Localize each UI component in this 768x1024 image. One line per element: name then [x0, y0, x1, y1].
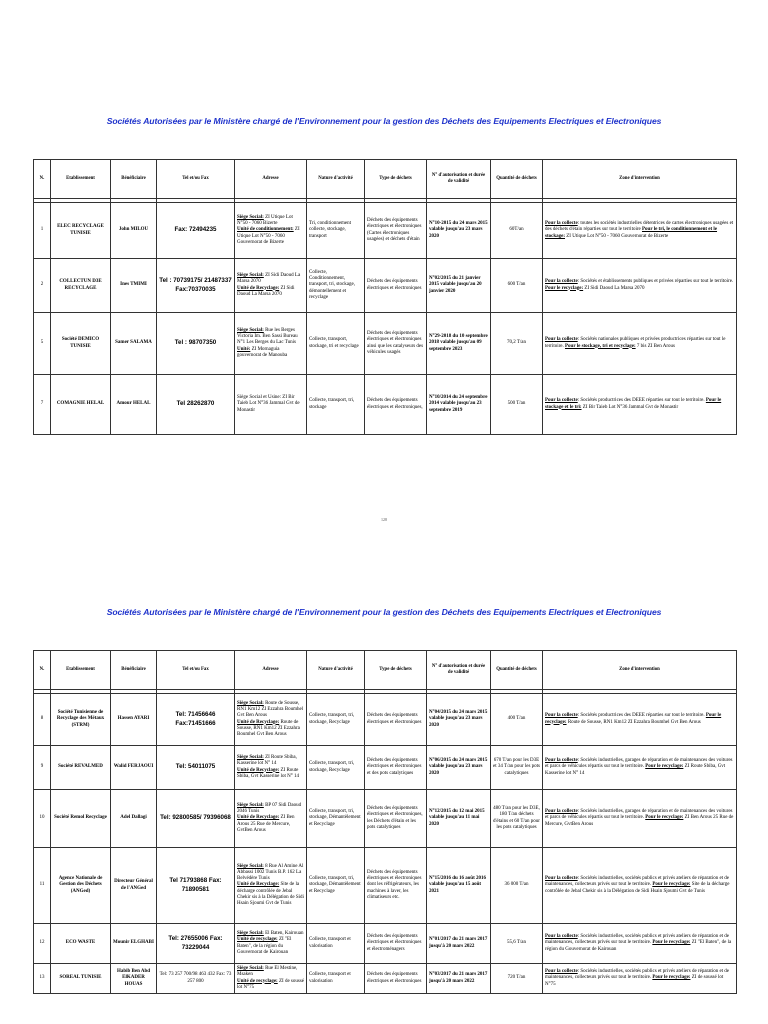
- zone-traitement-text: 7 bis ZI Ben Arous: [635, 343, 675, 349]
- cell-zone: [543, 848, 737, 924]
- cell-tel-fax: [157, 924, 235, 964]
- cell-number: 5: [34, 313, 51, 375]
- cell-beneficiaire: Amour HELAL: [111, 375, 157, 435]
- zone-traitement-text: ZI Utique Lot N°50 - 7060 Gouvernorat de Bizerte: [565, 233, 669, 239]
- cell-tel-fax: [157, 848, 235, 924]
- cell-etablissement: SOREAL TUNISIE: [51, 964, 111, 994]
- siege-text: Siège Social et Usine: ZI Bir Taieb Lot N°36 Jammal Gvt de Monastir: [237, 395, 300, 413]
- siege-text: ZI Route Sbiba, Kasserine lot N° 14: [237, 755, 297, 767]
- cell-zone: [543, 746, 737, 790]
- cell-quantite: 70,2 T/an: [491, 313, 543, 375]
- unite-text: ZI Sidi Daoud La Marsa 2070: [237, 285, 295, 297]
- table-row: [34, 746, 737, 790]
- table-row: [34, 694, 737, 746]
- cell-number: 8: [34, 694, 51, 746]
- cell-autorisation: N°04/2015 du 24 mars 2015 valable jusqu'au 23 mars 2020: [427, 694, 491, 746]
- unite-text: ZI "El Baten", de la région du Gouvernorat de Kairouan: [237, 937, 292, 955]
- cell-quantite: 400 T/an: [491, 694, 543, 746]
- cell-type-dechets: Déchets des équipements électriques et électroniques dont les réfrigérateurs, les machines à laver, les climatiseurs etc.: [365, 848, 427, 924]
- page-number: 128: [381, 517, 387, 522]
- zone-collecte-label: Pour la collecte: [545, 337, 578, 343]
- cell-etablissement: Société DEMICO TUNISIE: [51, 313, 111, 375]
- zone-collecte-label: Pour la collecte: [545, 969, 578, 975]
- cell-type-dechets: Déchets des équipements électriques et électroniques et des pots catalytiques: [365, 746, 427, 790]
- cell-beneficiaire: Mounir ELGHABI: [111, 924, 157, 964]
- unite-label: Unité de conditionnement:: [237, 227, 294, 233]
- cell-adresse: [235, 259, 307, 313]
- zone-collecte-label: Pour la collecte: [545, 758, 578, 764]
- zone-traitement-text: ZI Sidi Daoud La Marsa 2070: [583, 285, 645, 291]
- zone-traitement-text: ZI "El Baten", de la région du Gouvernorat de Kairouan: [545, 940, 732, 952]
- cell-quantite: 670 T/an pour les D3E et 34 T/an pour les pots catalytiques: [491, 746, 543, 790]
- tel-fax-text: Tel: 54011075: [175, 763, 216, 771]
- cell-number: 12: [34, 924, 51, 964]
- siege-text: BP 07 Sidi Daoud 2046 Tunis: [237, 802, 302, 815]
- cell-zone: [543, 790, 737, 848]
- zone-collecte-label: Pour la collecte: [545, 398, 578, 404]
- cell-etablissement: Agence Nationale de Gestion des Déchets (ANGed): [51, 848, 111, 924]
- zone-traitement-label: Pour le recyclage:: [545, 713, 722, 725]
- tel-fax-text: Tel : 70739175/ 21487337 Fax:70370035: [159, 277, 232, 293]
- cell-nature: Collecte, Conditionnement, transport, tri, stockage, démontellement et recyclage: [307, 259, 365, 313]
- table-row: [34, 375, 737, 435]
- column-header: Etablissement: [51, 651, 111, 690]
- cell-etablissement: ELEC RECYCLAGE TUNISIE: [51, 203, 111, 259]
- cell-zone: [543, 694, 737, 746]
- cell-quantite: 720 T/an: [491, 964, 543, 994]
- column-header: Adresse: [235, 651, 307, 690]
- zone-collecte-text: : Sociétés et établissements publiques et privées réparties sur tout le territoire.: [577, 279, 734, 285]
- zone-traitement-text: ZI Route Sbiba, Gvt Kasserine lot N° 14: [545, 764, 726, 776]
- unite-label: Unité de Recyclage:: [237, 719, 280, 725]
- cell-etablissement: COMAGNIE HELAL: [51, 375, 111, 435]
- unite-text: ZI Mornaguia gouvernorat de Manouba: [237, 346, 288, 358]
- unite-label: Unité de Recyclage:: [237, 767, 280, 773]
- cell-number: 13: [34, 964, 51, 994]
- cell-beneficiaire: Ines TMIMI: [111, 259, 157, 313]
- zone-collecte-label: Pour la collecte: [545, 876, 578, 882]
- column-header: Tel et/ou Fax: [157, 160, 235, 199]
- cell-tel-fax: [157, 259, 235, 313]
- siege-text: ZI Sidi Daoud La Marsa 2070: [237, 273, 301, 285]
- siege-label: Siège Social:: [237, 700, 264, 706]
- column-header: Adresse: [235, 160, 307, 199]
- column-header: Bénéficiaire: [111, 651, 157, 690]
- table-row: [34, 848, 737, 924]
- tel-fax-text: Tel 71793868 Fax: 71890581: [169, 877, 222, 893]
- siege-label: Siège Social:: [237, 931, 264, 936]
- zone-collecte-text: : Sociétés industrielles, garages de réparation et de maintenances des voitures et parcs de véhicules répartis sur tout le territoire.: [545, 758, 733, 770]
- cell-type-dechets: Déchets des équipements électriques et électroniques,: [365, 375, 427, 435]
- table-header-row: [34, 651, 737, 690]
- cell-autorisation: N°02/2015 du 21 janvier 2015 valable jusqu'au 20 janvier 2020: [427, 259, 491, 313]
- column-header: N.: [34, 651, 51, 690]
- zone-collecte-text: : Sociétés productrices des DEEE réparties sur tout le territoire.: [577, 713, 705, 719]
- siege-text: Rue les Berges Victoria Im. Ben Sassi Bureau N°1 Les Berges du Lac Tunis: [237, 327, 298, 346]
- cell-etablissement: Société REVALMED: [51, 746, 111, 790]
- cell-adresse: [235, 790, 307, 848]
- cell-beneficiaire: Adel Dallagi: [111, 790, 157, 848]
- cell-type-dechets: Déchets des équipements électriques et électroniques: [365, 964, 427, 994]
- cell-number: 11: [34, 848, 51, 924]
- unite-text: ZI Route Sbiba, Gvt Kasserine lot N° 14: [237, 767, 299, 779]
- column-header: Nature d'activité: [307, 160, 365, 199]
- cell-zone: [543, 313, 737, 375]
- cell-autorisation: N°15/2016 du 16 août 2016 valable jusqu'au 15 août 2021: [427, 848, 491, 924]
- cell-tel-fax: [157, 313, 235, 375]
- cell-tel-fax: [157, 375, 235, 435]
- cell-quantite: 36 000 T/an: [491, 848, 543, 924]
- tel-fax-text: Tel: 92800585/ 79396068: [160, 814, 231, 822]
- siege-text: Route de Sousse, RN1 Km12 ZI Ezzahra Boumhel Gvt Ben Arous: [237, 700, 304, 719]
- zone-collecte-label: Pour la collecte: [545, 934, 578, 940]
- table-row: [34, 313, 737, 375]
- tel-fax-text: Fax: 72494235: [174, 226, 217, 234]
- table-row: [34, 924, 737, 964]
- cell-zone: [543, 375, 737, 435]
- cell-zone: [543, 924, 737, 964]
- zone-traitement-text: ZI Bir Taieb Lot N°36 Jammal Gvt de Monastir: [581, 404, 679, 410]
- column-header: Quantité de déchets: [491, 651, 543, 690]
- cell-adresse: [235, 313, 307, 375]
- cell-etablissement: COLLECTUN D3E RECYCLAGE: [51, 259, 111, 313]
- cell-number: 2: [34, 259, 51, 313]
- table-row: [34, 259, 737, 313]
- siege-label: Siège Social:: [237, 214, 264, 220]
- zone-traitement-text: Route de Sousse, RN1 Km12 ZI Ezzahra Boumhel Gvt Ben Arous: [566, 719, 701, 725]
- zone-collecte-text: : Sociétés industrielles, sociétés publics et privés ateliers de réparation et de maintenances, collecteurs privés sur tout le territoire.: [545, 969, 730, 981]
- cell-quantite: 480 T/an pour les D3E, 180 T/an déchets d'étains et 60 T/an pour les pots catalytiques: [491, 790, 543, 848]
- cell-zone: [543, 203, 737, 259]
- tel-fax-text: Tel: 71456646 Fax:71451666: [175, 711, 216, 727]
- column-header: Etablissement: [51, 160, 111, 199]
- zone-traitement-label: Pour le recyclage:: [545, 285, 584, 291]
- column-header: N° d'autorisation et durée de validité: [427, 651, 491, 690]
- cell-adresse: [235, 694, 307, 746]
- cell-type-dechets: Déchets des équipements électriques et électroniques et électroménagers: [365, 924, 427, 964]
- column-header: N° d'autorisation et durée de validité: [427, 160, 491, 199]
- cell-number: 7: [34, 375, 51, 435]
- cell-nature: Collecte, transport, tri, stockage, Recyclage: [307, 746, 365, 790]
- cell-beneficiaire: Hassen AYARI: [111, 694, 157, 746]
- cell-nature: Collecte, transport, tri, stockage, Démantèlement et Recyclage: [307, 848, 365, 924]
- cell-nature: Collecte, transport et valorisation: [307, 964, 365, 994]
- column-header: N.: [34, 160, 51, 199]
- table-header-row: [34, 160, 737, 199]
- table-row: [34, 964, 737, 994]
- cell-number: 10: [34, 790, 51, 848]
- cell-type-dechets: Déchets des équipements électriques et électroniques (Cartes électroniques usagées) et déchets d'étain: [365, 203, 427, 259]
- cell-adresse: [235, 375, 307, 435]
- zone-traitement-label: Pour le recyclage:: [652, 882, 691, 888]
- column-header: Zone d'intervention: [543, 160, 737, 199]
- cell-nature: Tri, conditionnement collecte, stockage, transport: [307, 203, 365, 259]
- zone-collecte-text: : Sociétés nationales publiques et privées productrices réparties sur tout le territoire.: [545, 337, 726, 349]
- unite-text: ZI Utique Lot N°50 - 7060 Gouvernorat de Bizerte: [237, 227, 300, 245]
- cell-etablissement: Société Remol Recyclage: [51, 790, 111, 848]
- cell-autorisation: N°10/2014 du 24 septembre 2014 valable jusqu'au 23 septembre 2019: [427, 375, 491, 435]
- column-header: Quantité de déchets: [491, 160, 543, 199]
- cell-autorisation: N°06/2015 du 24 mars 2015 valable jusqu'au 23 mars 2020: [427, 746, 491, 790]
- cell-adresse: [235, 924, 307, 964]
- siege-text: ZI Utique Lot N°50 - 7060 Bizerte: [237, 214, 293, 227]
- cell-quantite: 55,6 T/an: [491, 924, 543, 964]
- zone-collecte-text: : Sociétés industrielles, sociétés publics et privés ateliers de réparation et de maintenances, collecteurs privés sur tout le territoire.: [545, 934, 730, 946]
- cell-adresse: [235, 848, 307, 924]
- zone-traitement-label: Pour le recyclage:: [652, 940, 691, 946]
- unite-text: Site de la décharge contrôlée de Jebal Chekir sis à la Délégation de Sidi Hsain Sjoumi Gvt de Tunis: [237, 882, 304, 907]
- cell-etablissement: ECO WASTE: [51, 924, 111, 964]
- cell-zone: [543, 964, 737, 994]
- unite-text: ZI Ben Arous 25 Rue de Mercure, GvtBen Arous: [237, 815, 295, 833]
- cell-adresse: [235, 746, 307, 790]
- zone-collecte-text: : Sociétés industrielles, garages de réparation et de maintenances des voitures et parcs de véhicules répartis sur tout le territoire.: [545, 809, 733, 821]
- cell-beneficiaire: Walid FERJAOUI: [111, 746, 157, 790]
- cell-autorisation: N°29-2018 du 10 septembre 2018 valable jusqu'au 09 septembre 2023: [427, 313, 491, 375]
- cell-quantite: 500 T/an: [491, 375, 543, 435]
- zone-collecte-label: Pour la collecte: [545, 279, 578, 285]
- cell-beneficiaire: Directeur Général de l'ANGed: [111, 848, 157, 924]
- column-header: Type de déchets: [365, 651, 427, 690]
- unite-label: Unité:: [237, 346, 251, 352]
- siege-label: Siège Social:: [237, 966, 264, 971]
- cell-type-dechets: Déchets des équipements électriques et électroniques ainsi que les catalyseurs des véhicules usagés: [365, 313, 427, 375]
- siege-text: El Baten, Kairouan: [263, 931, 304, 936]
- cell-zone: [543, 259, 737, 313]
- unite-label: Unité de Recyclage:: [237, 285, 280, 291]
- siege-text: 8 Rue Al Amine Al Abbassi 1002 Tunis B.P. 162 La Belvédère Tunis: [237, 863, 304, 882]
- zone-collecte-label: Pour la collecte: [545, 713, 578, 719]
- cell-nature: Collecte, transport, stockage, tri et recyclage: [307, 313, 365, 375]
- unite-label: Unité de recyclage:: [237, 937, 278, 943]
- cell-autorisation: N°03/2017 du 21 mars 2017 jusqu'à 20 mars 2022: [427, 964, 491, 994]
- zone-traitement-label: Pour le tri, le conditionnement et le stockage:: [545, 227, 718, 239]
- page-title-1: Sociétés Autorisées par le Ministère chargé de l'Environnement pour la gestion des Déchets des Equipements Electriques et Electroniques: [106, 116, 662, 126]
- unite-label: Unité de Recyclage:: [237, 882, 280, 888]
- cell-beneficiaire: Samer SALAMA: [111, 313, 157, 375]
- zone-traitement-text: ZI Ben Arous 25 Rue de Mercure, GvtBen Arous: [545, 815, 734, 827]
- cell-tel-fax: [157, 203, 235, 259]
- cell-adresse: [235, 964, 307, 994]
- cell-nature: Collecte, transport, tri, stockage, Recyclage: [307, 694, 365, 746]
- cell-nature: Collecte, transport, tri, stockage, Démantèlement et Recyclage: [307, 790, 365, 848]
- zone-collecte-text: : toutes les sociétés industrielles détentrices de cartes électroniques usagées et des déchets d'étain réparties sur tout le territoire: [545, 221, 734, 233]
- cell-number: 9: [34, 746, 51, 790]
- siege-label: Siège Social:: [237, 755, 264, 760]
- cell-adresse: [235, 203, 307, 259]
- cell-tel-fax: [157, 694, 235, 746]
- cell-etablissement: Société Tunisienne de Recyclage des Métaux (STRM): [51, 694, 111, 746]
- cell-tel-fax: [157, 746, 235, 790]
- unite-label: Unité de recyclage:: [237, 978, 278, 984]
- unite-text: ZI de soussé lot N°75: [237, 978, 304, 990]
- cell-autorisation: N°12/2015 du 12 mai 2015 valable jusqu'au 11 mai 2020: [427, 790, 491, 848]
- column-header: Zone d'intervention: [543, 651, 737, 690]
- cell-number: 1: [34, 203, 51, 259]
- zone-traitement-text: Site de la décharge contrôlée de Jebal Chekir sis à la Délégation de Sidi Hsain Sjoumi Gvt de Tunis: [545, 882, 730, 894]
- zone-traitement-text: ZI de soussé lot N°75: [545, 975, 724, 987]
- table-row: [34, 790, 737, 848]
- column-header: Type de déchets: [365, 160, 427, 199]
- unite-label: Unité de Recyclage:: [237, 815, 280, 821]
- companies-table-2: [33, 650, 737, 994]
- zone-collecte-text: : Sociétés industrielles, sociétés publics et privés ateliers de réparation et de maintenances, collecteurs privés sur tout le territoire.: [545, 876, 730, 888]
- zone-traitement-label: Pour le recyclage:: [645, 815, 684, 821]
- table-row: [34, 203, 737, 259]
- column-header: Nature d'activité: [307, 651, 365, 690]
- cell-nature: Collecte, transport, tri, stockage: [307, 375, 365, 435]
- cell-autorisation: N°10-2015 du 24 mars 2015 valable jusqu'au 23 mars 2020: [427, 203, 491, 259]
- cell-beneficiaire: John MILOU: [111, 203, 157, 259]
- cell-tel-fax: [157, 964, 235, 994]
- siege-label: Siège Social:: [237, 327, 264, 333]
- companies-table-1: [33, 159, 737, 435]
- cell-beneficiaire: Habib Ben Abd ElKADER HOUAS: [111, 964, 157, 994]
- cell-type-dechets: Déchets des équipements électriques et électroniques: [365, 259, 427, 313]
- page-title-2: Sociétés Autorisées par le Ministère chargé de l'Environnement pour la gestion des Déchets des Equipements Electriques et Electroniques: [106, 607, 662, 617]
- column-header: Tel et/ou Fax: [157, 651, 235, 690]
- zone-traitement-label: Pour le stockage, tri et recyclage:: [565, 343, 636, 349]
- zone-collecte-text: : Sociétés productrices des DEEE réparties sur tout le territoire.: [577, 398, 705, 404]
- zone-traitement-label: Pour le stockage et le tri:: [545, 398, 722, 410]
- zone-traitement-label: Pour le recyclage:: [652, 975, 691, 981]
- siege-label: Siège Social:: [237, 802, 264, 808]
- zone-traitement-label: Pour le recyclage:: [645, 764, 684, 770]
- tel-fax-text: Tel: 27655006 Fax: 73229044: [168, 935, 223, 951]
- cell-type-dechets: Déchets des équipements électriques et électroniques: [365, 694, 427, 746]
- tel-fax-text: Tel 28262870: [176, 400, 215, 408]
- column-header: Bénéficiaire: [111, 160, 157, 199]
- tel-fax-text: Tel : 98707350: [174, 339, 217, 347]
- cell-nature: Collecte, transport et valorisation: [307, 924, 365, 964]
- tel-fax-text: Tel: 73 257 700/98 463 432 Fax: 73 257 800: [159, 972, 232, 984]
- cell-type-dechets: Déchets des équipements électriques et électroniques, les Déchets d'étain et les pots catalytiques: [365, 790, 427, 848]
- cell-autorisation: N°01/2017 du 21 mars 2017 jusqu'à 20 mars 2022: [427, 924, 491, 964]
- siege-label: Siège Social:: [237, 273, 264, 278]
- zone-collecte-label: Pour la collecte: [545, 221, 578, 227]
- cell-quantite: 600 T/an: [491, 259, 543, 313]
- cell-tel-fax: [157, 790, 235, 848]
- siege-label: Siège Social:: [237, 863, 264, 869]
- cell-quantite: 60T/an: [491, 203, 543, 259]
- zone-collecte-label: Pour la collecte: [545, 809, 578, 815]
- siege-text: Rue El Mestine, Msaken: [237, 966, 298, 978]
- unite-text: Route de Sousse, RN1 Km12 ZI Ezzahra Boumhel Gvt Ben Arous: [237, 719, 300, 737]
